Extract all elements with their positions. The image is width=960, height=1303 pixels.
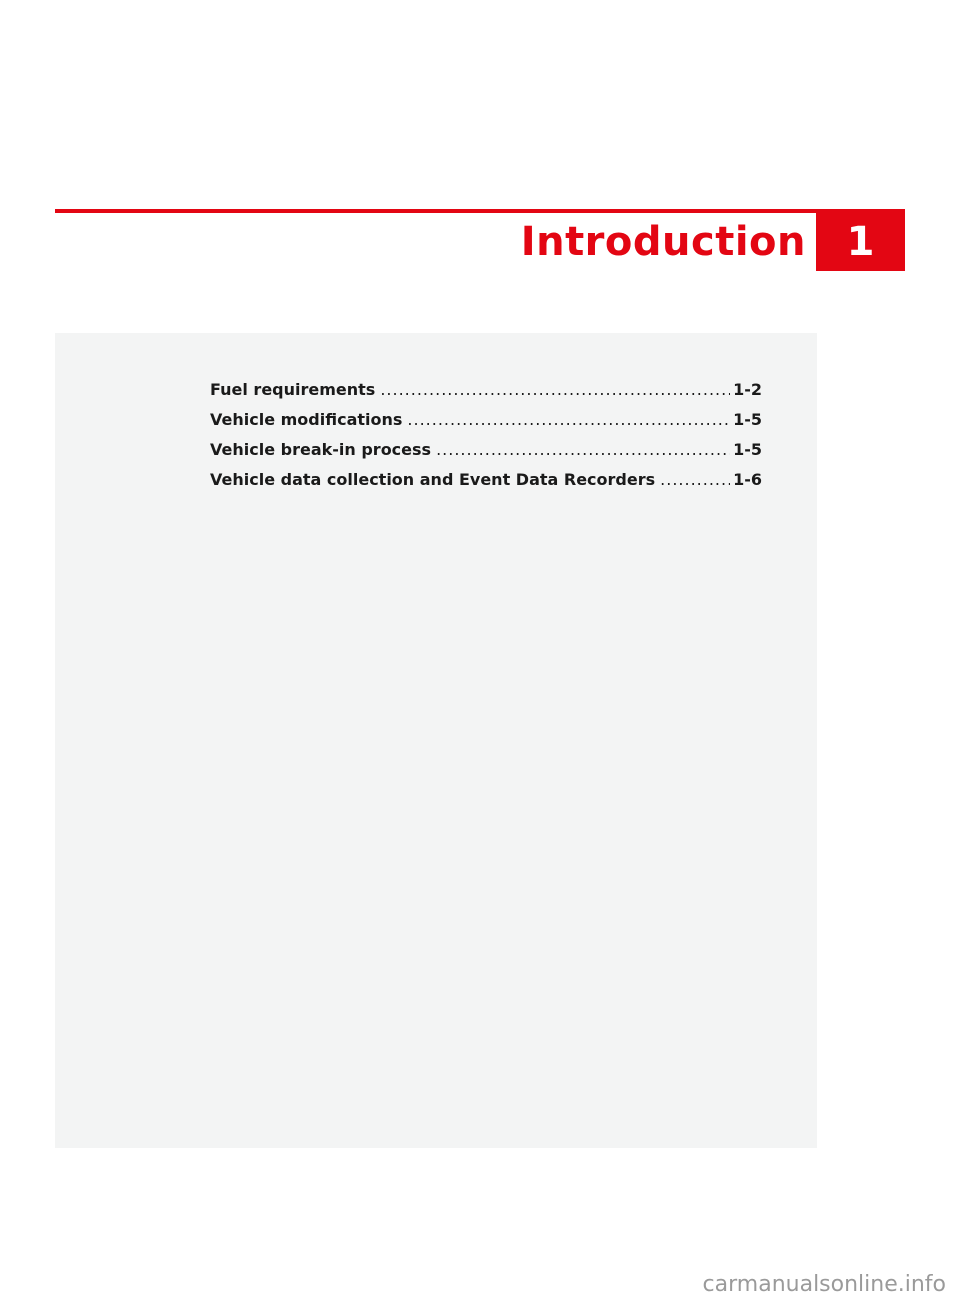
- toc-dot-leader: [660, 470, 730, 489]
- toc-entry-label: Vehicle modifications: [210, 410, 403, 429]
- toc-entry-label: Fuel requirements: [210, 380, 376, 399]
- toc-dot-leader: [436, 440, 730, 459]
- chapter-title: Introduction: [520, 219, 806, 265]
- toc-entry-fuel-requirements[interactable]: [210, 380, 762, 410]
- toc-dot-leader: [380, 380, 730, 399]
- table-of-contents: [210, 380, 762, 500]
- toc-dot-leader: [407, 410, 730, 429]
- toc-entry-vehicle-break-in[interactable]: [210, 440, 762, 470]
- toc-entry-page: 1-5: [733, 410, 762, 429]
- toc-entry-vehicle-modifications[interactable]: [210, 410, 762, 440]
- site-watermark: carmanualsonline.info: [702, 1272, 946, 1297]
- chapter-number-badge: 1: [816, 209, 905, 271]
- toc-entry-page: 1-5: [733, 440, 762, 459]
- toc-entry-vehicle-data-collection[interactable]: [210, 470, 762, 500]
- toc-entry-page: 1-6: [733, 470, 762, 489]
- toc-entry-label: Vehicle data collection and Event Data Recorders: [210, 470, 656, 489]
- toc-entry-page: 1-2: [733, 380, 762, 399]
- toc-entry-label: Vehicle break-in process: [210, 440, 432, 459]
